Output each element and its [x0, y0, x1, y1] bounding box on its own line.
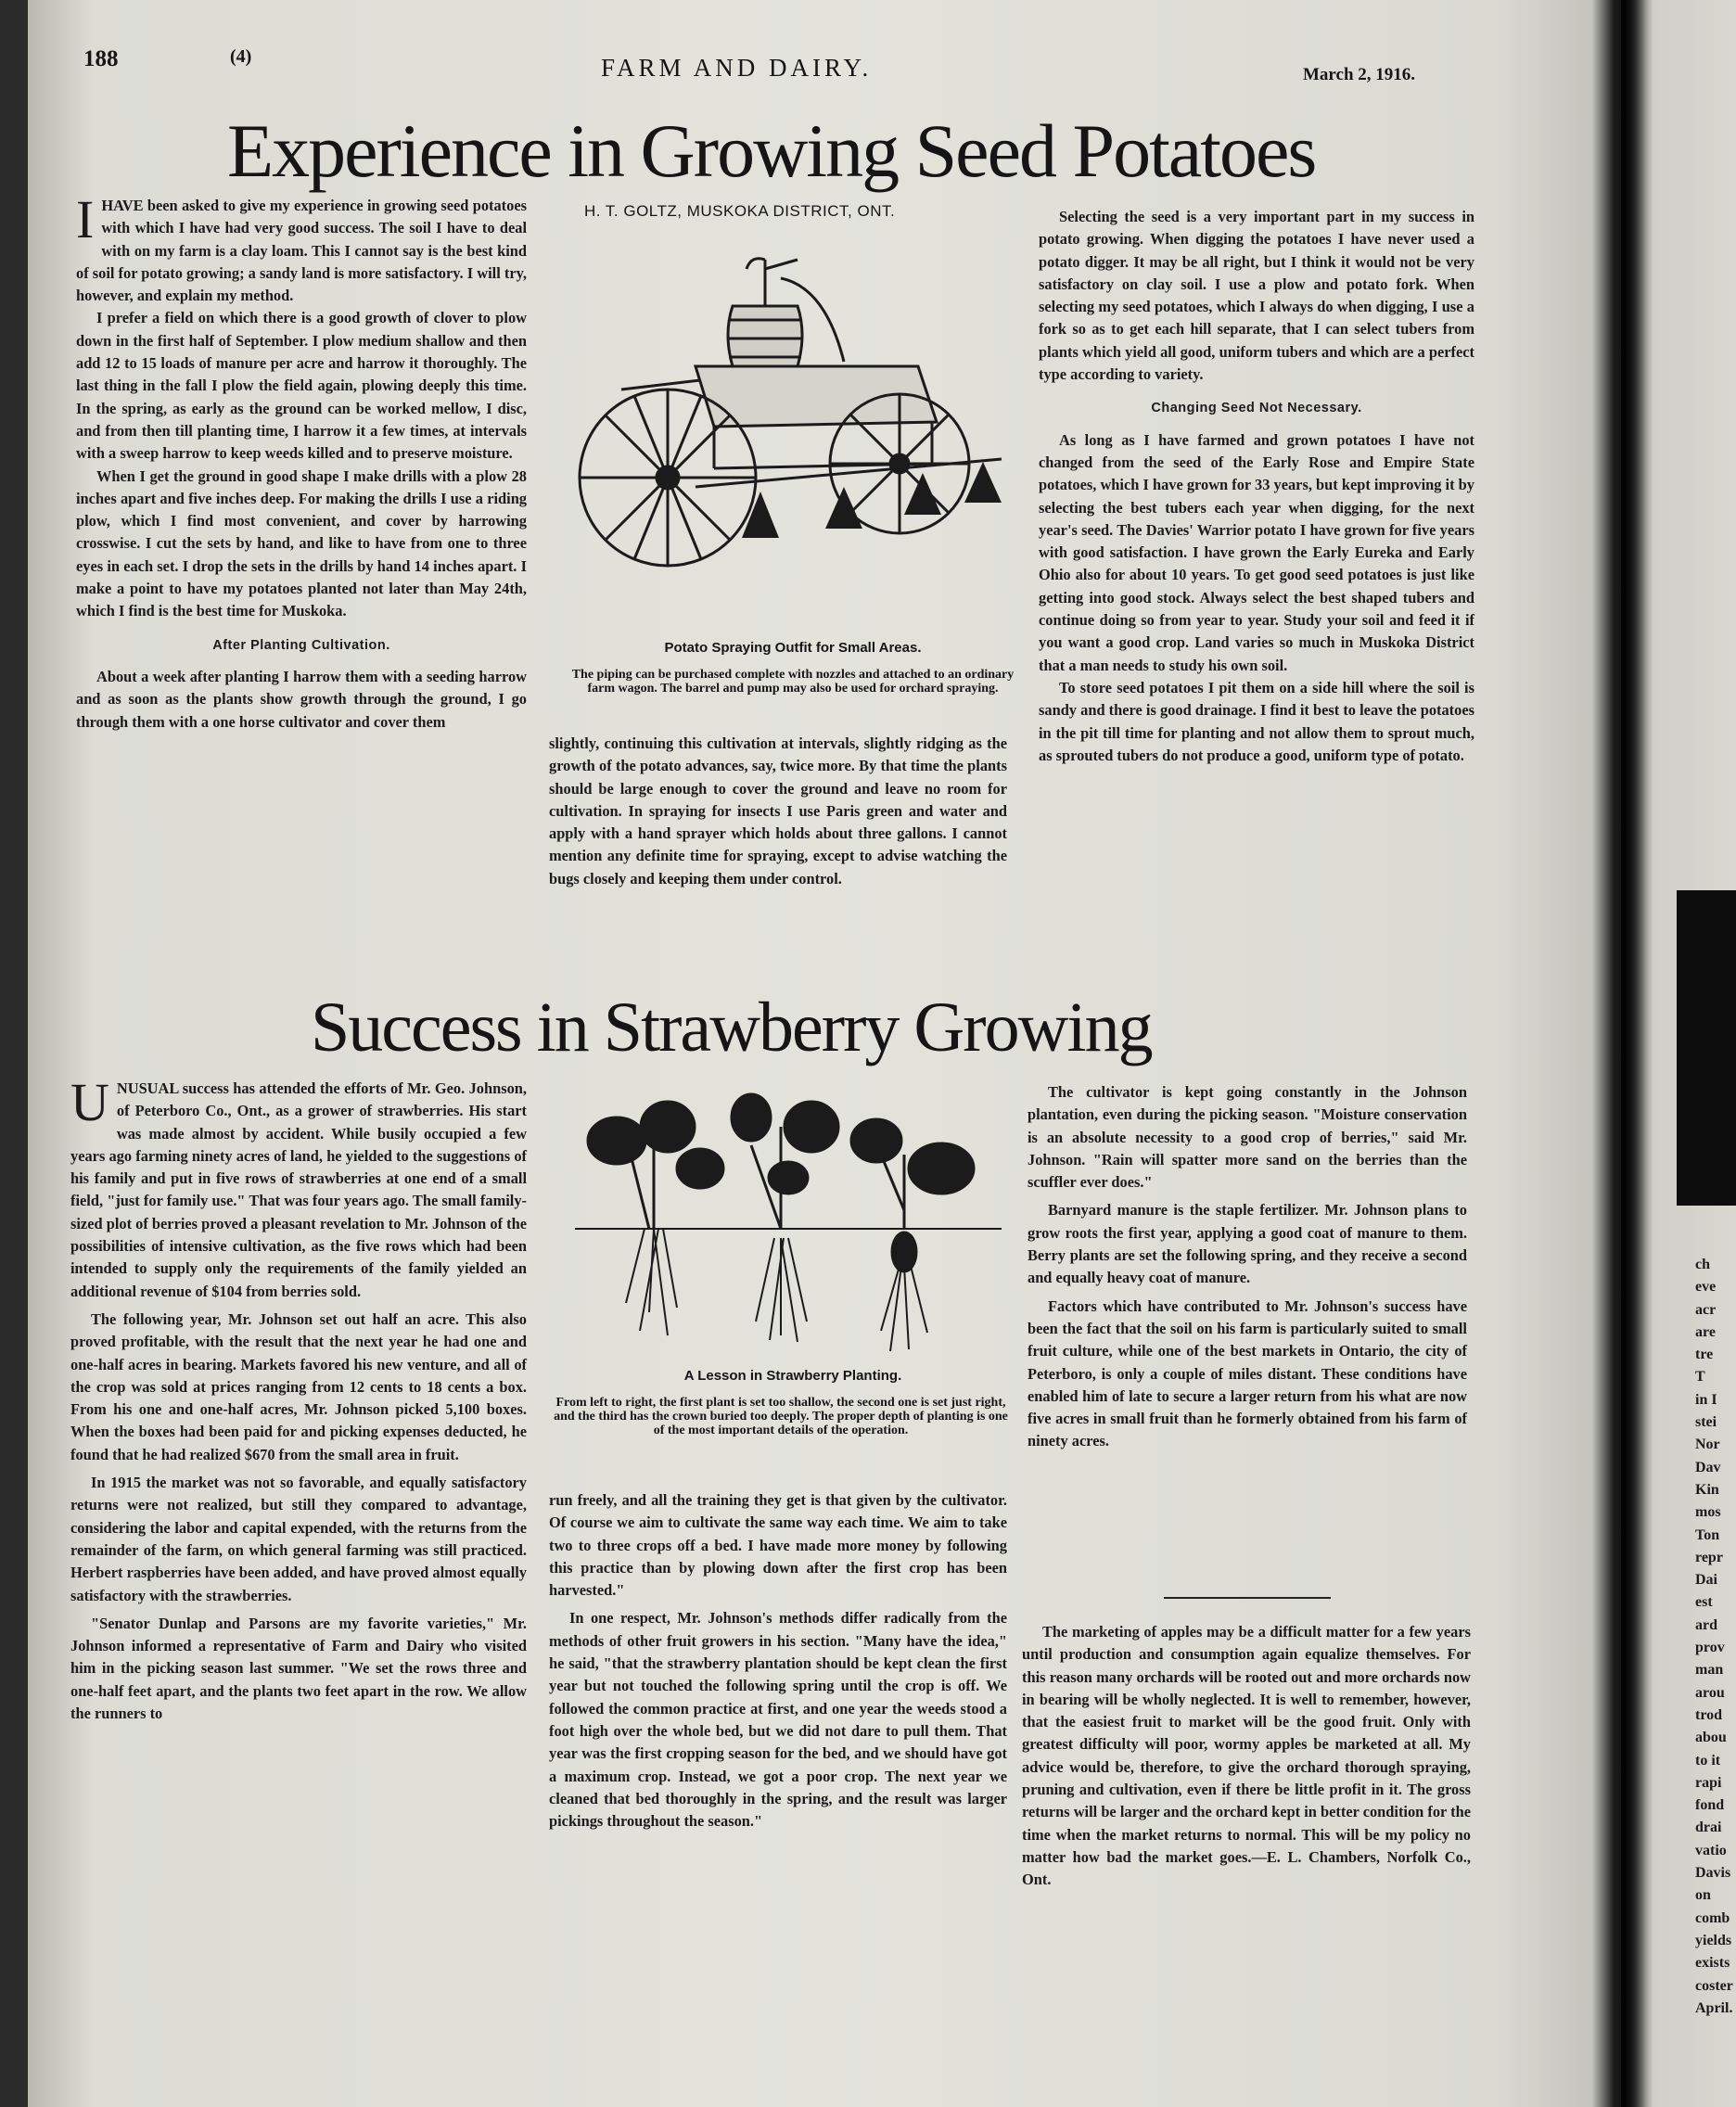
newspaper-page [28, 0, 1621, 2107]
article1-paragraph: As long as I have farmed and grown potatoes I have not changed from the seed of the Early Rose and Empire State potatoes, which I have grown for 33 years, but kept improving it by selecting the best tubers each year when digging, for the next year's seed. The Davies' Warrior potato I have grown for five years with good satisfaction. I have grown the Early Eureka and Early Ohio also for about 10 years. To get good seed potatoes is just like getting into good stock. Always select the best shaped tubers and continue doing so from year to year. Study your soil and feed it if you want a good crop. Land varies so much in Muskoka District that a man needs to study his own soil. [1039, 430, 1474, 674]
article1-paragraph: slightly, continuing this cultivation at intervals, slightly ridging as the growth of the potato advances, say, twice more. By that time the plants should be large enough to cover the ground and leave no room for cultivation. In spraying for insects I use Paris green and water and apply with a hand sprayer which holds about three gallons. I cannot mention any definite time for spraying, except to advise watching the bugs closely and keeping them under control. [549, 734, 1007, 887]
article2-paragraph: Barnyard manure is the staple fertilizer. Mr. Johnson plans to grow roots the first year, applying a good coat of manure to them. Berry plants are set the following spring, and they receive a second and equally heavy coat of manure. [1028, 1201, 1467, 1287]
article1-column-1 [76, 189, 527, 734]
adjacent-page-dark-block [1677, 890, 1736, 1206]
article1-headline: Experience in Growing Seed Potatoes [227, 109, 1316, 193]
article2-column-2 [549, 1489, 1007, 1832]
article1-byline: H. T. GOLTZ, MUSKOKA DISTRICT, ONT. [584, 202, 896, 220]
article2-paragraph: "Senator Dunlap and Parsons are my favorite varieties," Mr. Johnson informed a representative of Farm and Dairy who visited him in the picking season last summer. "We set the rows three and one-half feet apart, and the plants two feet apart in the row. We allow the runners to [70, 1614, 527, 1723]
article2-paragraph: The following year, Mr. Johnson set out half an acre. This also proved profitable, with the result that the next year he had one and one-half acres in bearing. Markets favored his new venture, and all of the crop was sold at prices ranging from 12 cents to 18 cents a box. From his one and one-half acres, Mr. Johnson picked 5,100 boxes. When the boxes had been paid for and picking expenses deducted, he found that he had realized $670 from the small area in fruit. [70, 1309, 527, 1463]
article1-paragraph: About a week after planting I harrow them with a seeding harrow and as soon as the plants show growth through the ground, I go through them with a one horse cultivator and cover them [76, 667, 527, 731]
article2-paragraph: UNUSUAL success has attended the efforts of Mr. Geo. Johnson, of Peterboro Co., Ont., as a grower of strawberries. His start was made almost by accident. While busily occupied a few years ago farming ninety acres of land, he yielded to the suggestions of his family and put in five rows of strawberries at one end of a small field, "just for family use." That was four years ago. The small family-sized plot of berries proved a pleasant revelation to Mr. Johnson of the possibilities of intensive cultivation, as the five rows which had been intended to supply only the requirements of the family yielded an additional revenue of $104 from berries sold. [70, 1072, 527, 1300]
article1-subhead-cultivation: After Planting Cultivation. [212, 637, 390, 653]
article1-paragraph: When I get the ground in good shape I make drills with a plow 28 inches apart and five inches deep. For making the drills I use a riding plow, which I find most convenient, and cover by harrowing crosswise. I cut the sets by hand, and like to have from one to three eyes in each set. I drop the sets in the drills by hand 14 inches apart. I make a point to have my potatoes planted not later than May 24th, which I find is the best time for Muskoka. [76, 466, 527, 620]
article2-paragraph: In 1915 the market was not so favorable, and equally satisfactory returns were not realized, but still they compared to advantage, considering the labor and capital expended, with the returns from the remainder of the farm, on which general farming was still practiced. Herbert raspberries have been added, and have proved almost equally satisfactory with the strawberries. [70, 1474, 527, 1604]
article2-paragraph: Factors which have contributed to Mr. Johnson's success have been the fact that the soil on his farm is particularly suited to small fruit culture, while one of the best markets in Ontario, the city of Peterboro, is only a couple of miles distant. These conditions have enabled him of late to secure a larger return from his what are now five acres in small fruit than he formerly obtained from his farm of ninety acres. [1028, 1296, 1467, 1450]
article3-column [1022, 1621, 1471, 1892]
page-number: 188 [83, 46, 119, 71]
article2-paragraph: run freely, and all the training they get is that given by the cultivator. Of course we aim to cultivate the same way each time. We aim to take two to three crops off a bed. I have made more money by following this practice than by plowing down after the first crop has been harvested." [549, 1491, 1007, 1600]
page-gutter [1592, 0, 1646, 2107]
article1-paragraph: I prefer a field on which there is a good growth of clover to plow down in the first half of September. I plow medium shallow and then add 12 to 15 loads of manure per acre and harrow it thoroughly. The last thing in the fall I plow the field again, plowing deeply this time. In the spring, as early as the ground can be worked mellow, I disc, and from then till planting time, I harrow it a few times, at intervals with a sweep harrow to keep weeds killed and to preserve moisture. [76, 309, 527, 463]
article1-paragraph: Selecting the seed is a very important part in my success in potato growing. When digging the potatoes I have never used a potato digger. It may be all right, but I think it would not be very satisfactory on clay soil. I use a plow and potato fork. When selecting my seed potatoes, which I always do when digging, I use a fork so as to get each hill separate, that I can select tubers from plants which yield all good, uniform tubers and which are a perfect type according to variety. [1039, 208, 1474, 384]
article1-dropcap: I [76, 189, 95, 249]
article1-paragraph: IHAVE been asked to give my experience in growing seed potatoes with which I have had very good success. The soil I have to deal with on my farm is a clay loam. This I cannot say is the best kind of soil for potato growing; a sandy land is more satisfactory. I will try, however, and explain my method. [76, 189, 527, 305]
article2-column-1 [70, 1072, 527, 1725]
article2-column-3 [1028, 1081, 1467, 1453]
adjacent-page-text: ch eve acr are tre T in I stei Nor Dav Kin mos Ton repr Dai est ard prov man arou trod abou to it rapi fond drai vatio Davis on comb yields exists coster April. [1695, 1257, 1733, 2016]
spraying-figure-title: Potato Spraying Outfit for Small Areas. [664, 640, 922, 656]
article1-paragraph: To store seed potatoes I pit them on a side hill where the soil is sandy and there is good drainage. I find it best to leave the potatoes in the pit till time for planting and not allow them to sprout much, as sprouted tubers do not produce a good, uniform type of potato. [1039, 678, 1474, 764]
strawberry-figure-title: A Lesson in Strawberry Planting. [683, 1368, 902, 1384]
strawberry-figure-caption: From left to right, the first plant is set too shallow, the second one is set just right, and the third has the crown buried too deeply. The proper depth of planting is one of the most important details of the operation. [554, 1396, 1008, 1437]
masthead: FARM AND DAIRY. [601, 54, 873, 82]
issue-date: March 2, 1916. [1303, 65, 1416, 84]
article1-subhead-seed: Changing Seed Not Necessary. [1151, 401, 1362, 416]
article3-paragraph: The marketing of apples may be a difficult matter for a few years until production and consumption again equalize themselves. For this reason many orchards will be rooted out and more orchards now in bearing will be wholly neglected. It is well to remember, however, that the easiest fruit to market will be the good fruit. Only with greatest difficulty will poor, wormy apples be marketed at all. My advice would be, therefore, to give the orchard thorough spraying, pruning and cultivation, even if there be little profit in it. The gross returns will be larger and the orchard kept in better condition for the time when the market returns to normal. This will be my policy no matter how bad the market goes.—E. L. Chambers, Norfolk Co., Ont. [1022, 1623, 1471, 1889]
spraying-figure-caption: The piping can be purchased complete with nozzles and attached to an ordinary farm wagon. The barrel and pump may also be used for orchard spraying. [571, 668, 1015, 696]
article1-column-3 [1039, 206, 1474, 767]
strawberry-planting-illustration [575, 1090, 1002, 1359]
column-divider-rule [1164, 1597, 1331, 1599]
article1-column-2 [549, 733, 1007, 890]
article2-paragraph: In one respect, Mr. Johnson's methods differ radically from the methods of other fruit growers in his section. "Many have the idea," he said, "that the strawberry plantation should be kept clean the first year but not touched the following spring until the crop is off. We followed the common practice at first, and one year the weeds stood a foot high over the whole bed, but we did not dare to pull them. That year was the first cropping season for the bed, and we should have got a maximum crop. Instead, we got a poor crop. The next year we cleaned that bed thoroughly in the spring, and the result was larger pickings throughout the season." [549, 1609, 1007, 1831]
spraying-outfit-illustration [566, 250, 1011, 621]
section-number: (4) [230, 46, 252, 67]
article2-paragraph: The cultivator is kept going constantly in the Johnson plantation, even during the picking season. "Moisture conservation is an absolute necessity to a good crop of berries," said Mr. Johnson. "Rain will spatter more sand on the berries than the scuffler ever does." [1028, 1083, 1467, 1192]
article2-dropcap: U [70, 1072, 109, 1132]
article2-headline: Success in Strawberry Growing [311, 989, 1152, 1066]
